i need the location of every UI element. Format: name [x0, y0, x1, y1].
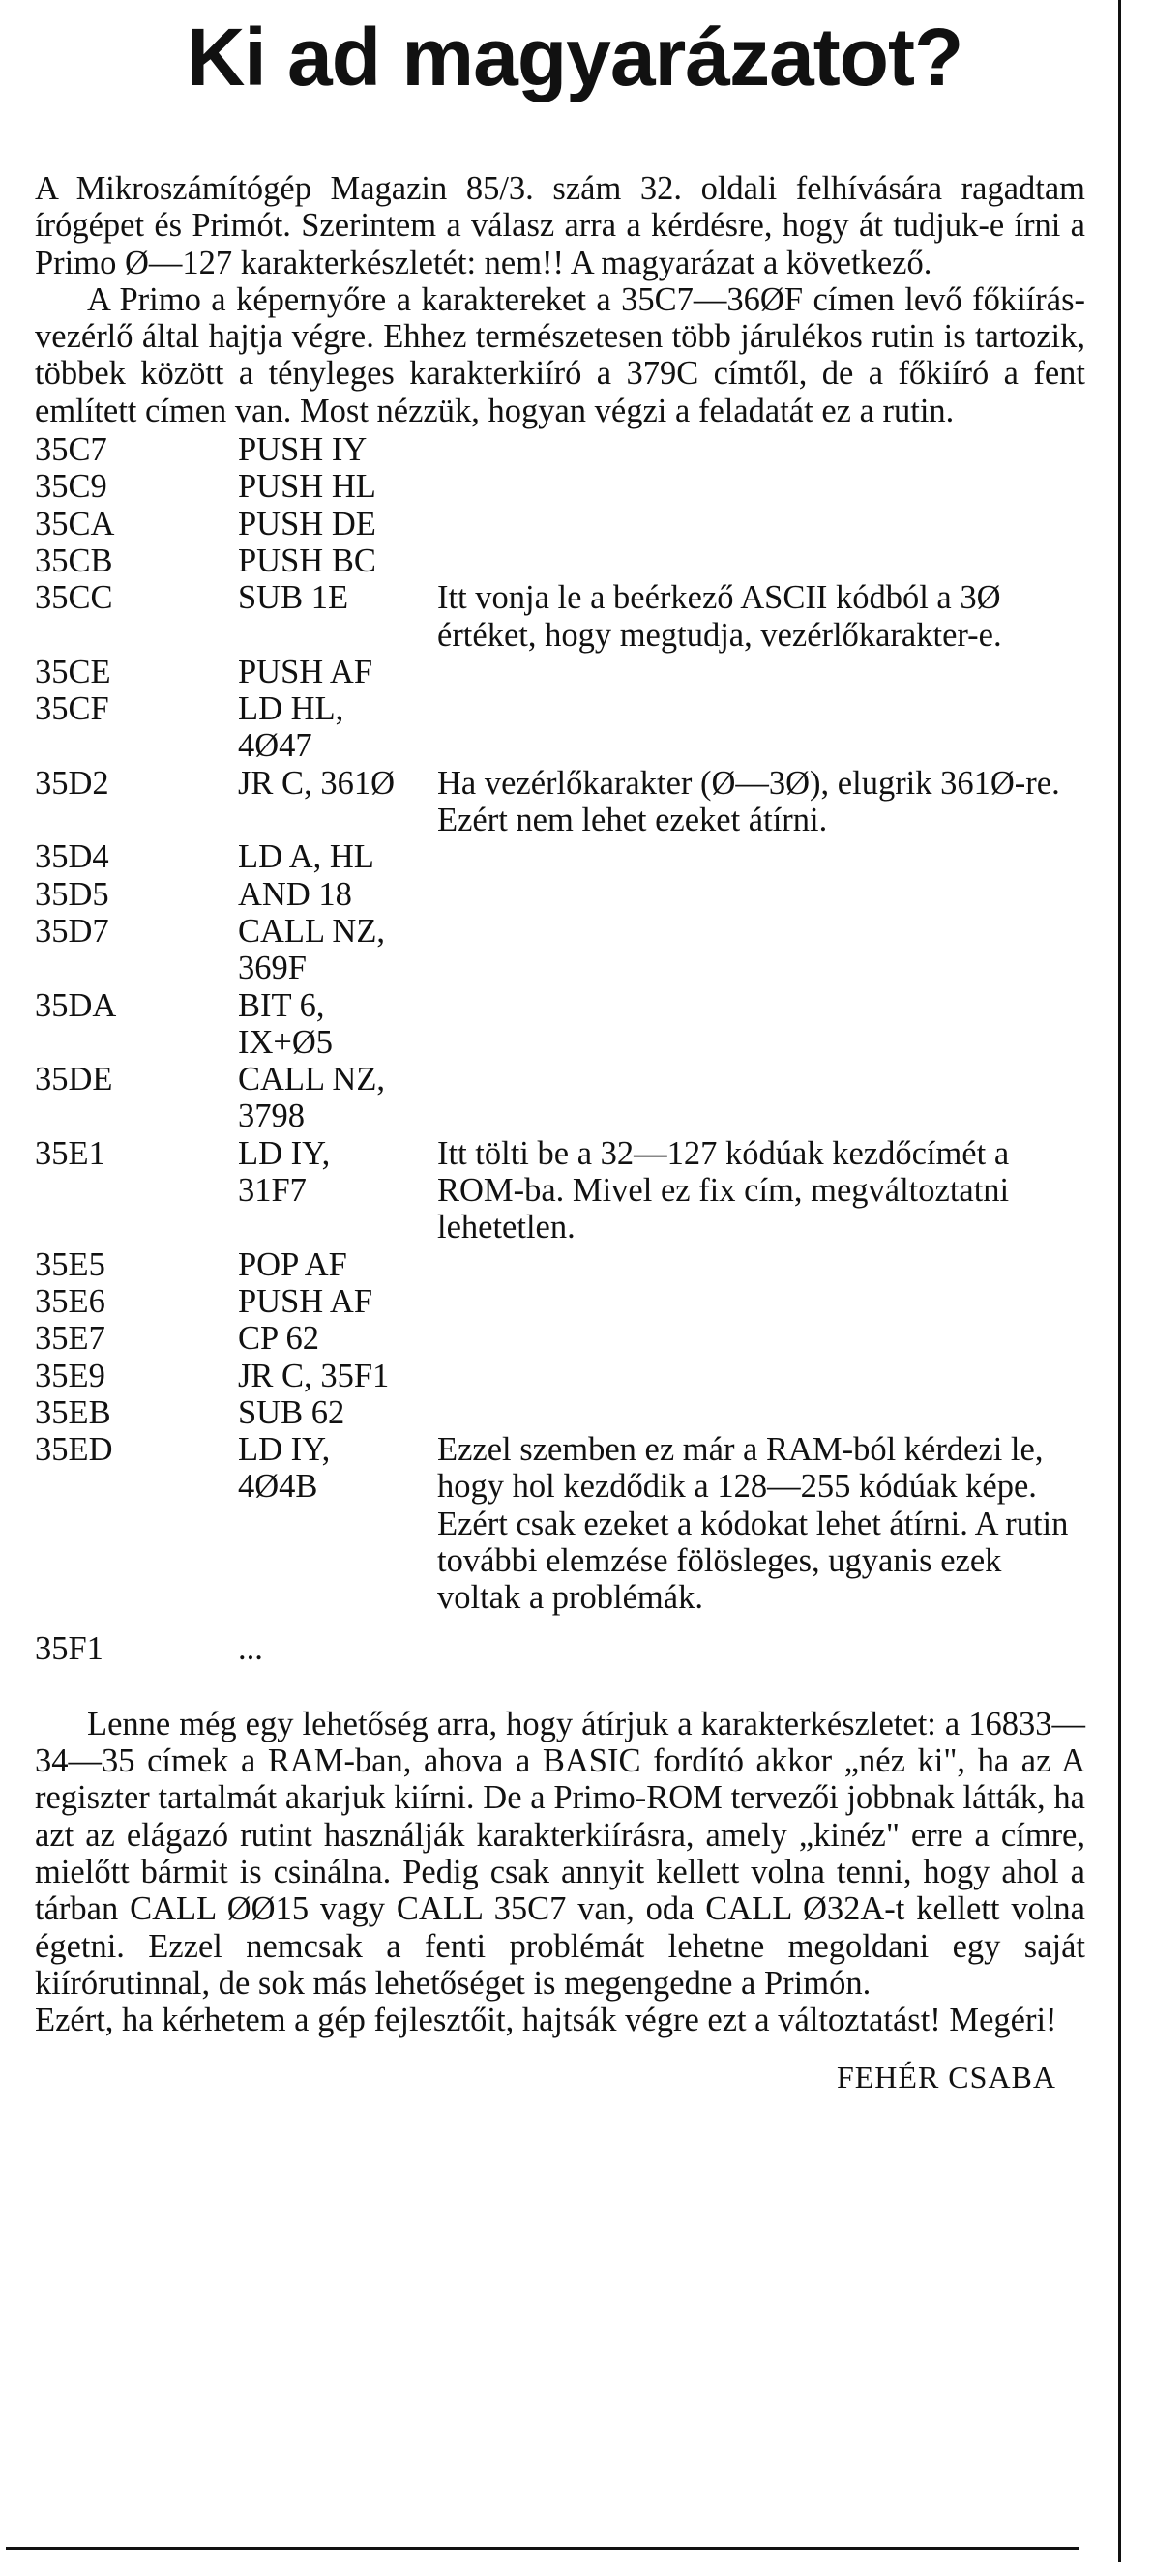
instruction-line: CALL NZ,: [238, 912, 386, 950]
listing-instruction: [238, 1246, 437, 1283]
listing-instruction: [238, 542, 437, 579]
listing-row: [35, 913, 1085, 987]
listing-address: 35E9: [35, 1357, 105, 1394]
instruction-line: ...: [238, 1629, 263, 1667]
listing-address: 35EB: [35, 1393, 111, 1431]
listing-row: [35, 579, 1085, 654]
listing-row: [35, 1320, 1085, 1357]
listing-address: 35CE: [35, 653, 111, 690]
instruction-line: 4Ø47: [238, 727, 312, 765]
listing-instruction: [238, 987, 437, 1062]
listing-instruction: [238, 1320, 437, 1357]
instruction-line: IX+Ø5: [238, 1023, 334, 1061]
listing-address: 35D5: [35, 875, 109, 913]
listing-instruction: [238, 468, 437, 505]
listing-instruction: [238, 876, 437, 913]
listing-comment: [437, 987, 1085, 1062]
listing-comment: [437, 1358, 1085, 1394]
listing-row: [35, 1135, 1085, 1246]
listing-instruction: [238, 431, 437, 468]
listing-comment: [437, 1246, 1085, 1283]
listing-row: [35, 690, 1085, 765]
listing-address: 35ED: [35, 1431, 113, 1469]
instruction-line: PUSH DE: [238, 505, 376, 542]
listing-row: [35, 468, 1085, 505]
listing-row: [35, 1394, 1085, 1431]
listing-address: 35D2: [35, 764, 109, 802]
instruction-line: 31F7: [238, 1172, 307, 1210]
listing-comment: [437, 1283, 1085, 1320]
listing-comment: [437, 1061, 1085, 1135]
instruction-line: 3798: [238, 1098, 305, 1135]
listing-comment: [437, 838, 1085, 875]
instruction-line: JR C, 361Ø: [238, 764, 395, 802]
listing-row: [35, 1431, 1085, 1616]
intro-paragraph-1: A Mikroszámítógép Magazin 85/3. szám 32. oldali felhívására ragadtam írógépet és Primót. Szerintem a válasz arra a kérdésre, hogy át tudjuk-e írni a Primo Ø—127 karakterkészletét: nem!! A magyarázat a következő.: [35, 170, 1085, 281]
listing-address: 35DE: [35, 1061, 113, 1098]
instruction-line: 4Ø4B: [238, 1468, 318, 1506]
listing-address: 35CC: [35, 579, 113, 617]
listing-instruction: [238, 1394, 437, 1431]
listing-comment: [437, 506, 1085, 542]
instruction-line: BIT 6,: [238, 986, 325, 1024]
listing-instruction: [238, 579, 437, 654]
instruction-line: LD IY,: [238, 1431, 331, 1469]
listing-comment: [437, 431, 1085, 468]
listing-comment: Ezzel szemben ez már a RAM-ból kérdezi le, hogy hol kezdődik a 128—255 kódúak képe. Ezért csak ezeket a kódokat lehet átírni. A rutin további elemzése fölösleges, ugyanis ezek voltak a problémák.: [437, 1431, 1069, 1617]
listing-comment: [437, 468, 1085, 505]
listing-row: [35, 431, 1085, 468]
listing-row: [35, 1358, 1085, 1394]
instruction-line: CP 62: [238, 1320, 320, 1358]
listing-instruction: [238, 1135, 437, 1246]
listing-row: [35, 1246, 1085, 1283]
instruction-line: JR C, 35F1: [238, 1357, 390, 1394]
listing-address: 35D4: [35, 838, 109, 876]
listing-instruction: [238, 913, 437, 987]
instruction-line: LD HL,: [238, 690, 344, 728]
listing-comment: [437, 1394, 1085, 1431]
listing-row: [35, 542, 1085, 579]
instruction-line: PUSH IY: [238, 431, 368, 469]
listing-instruction: [238, 690, 437, 765]
listing-row: [35, 1283, 1085, 1320]
instruction-line: CALL NZ,: [238, 1061, 386, 1098]
listing-row: [35, 1630, 1085, 1667]
column-rule-bottom: [6, 2547, 1079, 2550]
assembly-listing: [35, 431, 1085, 1667]
instruction-line: 369F: [238, 950, 307, 987]
instruction-line: PUSH AF: [238, 653, 373, 690]
listing-instruction: [238, 1061, 437, 1135]
listing-address: 35D7: [35, 912, 109, 950]
listing-address: 35E6: [35, 1282, 105, 1320]
listing-comment: [437, 913, 1085, 987]
listing-row: [35, 506, 1085, 542]
closing-paragraph-2: Ezért, ha kérhetem a gép fejlesztőit, hajtsák végre ezt a változtatást! Megéri!: [35, 2002, 1057, 2039]
listing-comment: [437, 1630, 1085, 1667]
listing-address: 35CF: [35, 690, 109, 728]
listing-comment: Itt vonja le a beérkező ASCII kódból a 3Ø értéket, hogy megtudja, vezérlőkarakter-e.: [437, 579, 1002, 654]
article-title: Ki ad magyarázatot?: [186, 12, 963, 102]
listing-row: [35, 987, 1085, 1062]
listing-instruction: [238, 1431, 437, 1616]
instruction-line: SUB 1E: [238, 579, 349, 617]
instruction-line: LD A, HL: [238, 838, 374, 876]
listing-instruction: [238, 1630, 437, 1667]
listing-row: [35, 765, 1085, 839]
instruction-line: AND 18: [238, 875, 352, 913]
listing-address: 35DA: [35, 986, 117, 1024]
listing-row: [35, 876, 1085, 913]
article: [35, 0, 1085, 2095]
listing-address: 35E5: [35, 1245, 105, 1283]
listing-instruction: [238, 506, 437, 542]
listing-address: 35CA: [35, 505, 115, 542]
listing-address: 35E7: [35, 1320, 105, 1358]
listing-address: 35C7: [35, 431, 107, 469]
listing-address: 35C9: [35, 468, 107, 506]
column-rule-vertical: [1118, 0, 1121, 2562]
listing-row: [35, 838, 1085, 875]
listing-comment: [437, 876, 1085, 913]
listing-comment: [437, 542, 1085, 579]
intro-paragraph-2: A Primo a képernyőre a karaktereket a 35C7—36ØF címen levő főkiírás-vezérlő által hajtja végre. Ehhez természetesen több járulékos rutin is tartozik, többek között a tényleges karakterkiíró a 379C címtől, de a főkiíró a fent említett címen van. Most nézzük, hogyan végzi a feladatát ez a rutin.: [35, 280, 1085, 429]
listing-comment: [437, 690, 1085, 765]
instruction-line: PUSH BC: [238, 542, 376, 579]
listing-instruction: [238, 1283, 437, 1320]
instruction-line: PUSH AF: [238, 1282, 373, 1320]
listing-comment: [437, 1320, 1085, 1357]
instruction-line: SUB 62: [238, 1393, 345, 1431]
author-signature: FEHÉR CSABA: [836, 2059, 1056, 2094]
closing-paragraph-1: Lenne még egy lehetőség arra, hogy átírjuk a karakterkészletet: a 16833—34—35 címek a RAM-ban, ahova a BASIC fordító akkor „néz ki", ha az A regiszter tartalmát akarjuk kiírni. De a Primo-ROM tervezői jobbnak látták, ha azt az elágazó rutint használják karakterkiírásra, amely „kinéz" erre a címre, mielőtt bármit is csinálna. Pedig csak annyit kellett volna tenni, hogy ahol a tárban CALL ØØ15 vagy CALL 35C7 van, oda CALL Ø32A-t kellett volna égetni. Ezzel nemcsak a fenti problémát lehetne megoldani egy saját kiírórutinnal, de sok más lehetőséget is megengedne a Primón.: [35, 1705, 1085, 2002]
listing-comment: Ha vezérlőkarakter (Ø—3Ø), elugrik 361Ø-re. Ezért nem lehet ezeket átírni.: [437, 764, 1060, 839]
listing-row: [35, 654, 1085, 690]
instruction-line: PUSH HL: [238, 468, 376, 506]
intro-text: [35, 170, 1085, 429]
listing-comment: Itt tölti be a 32—127 kódúak kezdőcímét a ROM-ba. Mivel ez fix cím, megváltoztatni lehetetlen.: [437, 1134, 1010, 1246]
instruction-line: POP AF: [238, 1245, 347, 1283]
listing-instruction: [238, 654, 437, 690]
listing-address: 35F1: [35, 1629, 103, 1667]
listing-instruction: [238, 1358, 437, 1394]
listing-address: 35CB: [35, 542, 113, 579]
listing-instruction: [238, 838, 437, 875]
listing-address: 35E1: [35, 1134, 105, 1172]
listing-row: [35, 1061, 1085, 1135]
closing-text: [35, 1706, 1085, 2039]
instruction-line: LD IY,: [238, 1134, 331, 1172]
listing-instruction: [238, 765, 437, 839]
listing-comment: [437, 654, 1085, 690]
